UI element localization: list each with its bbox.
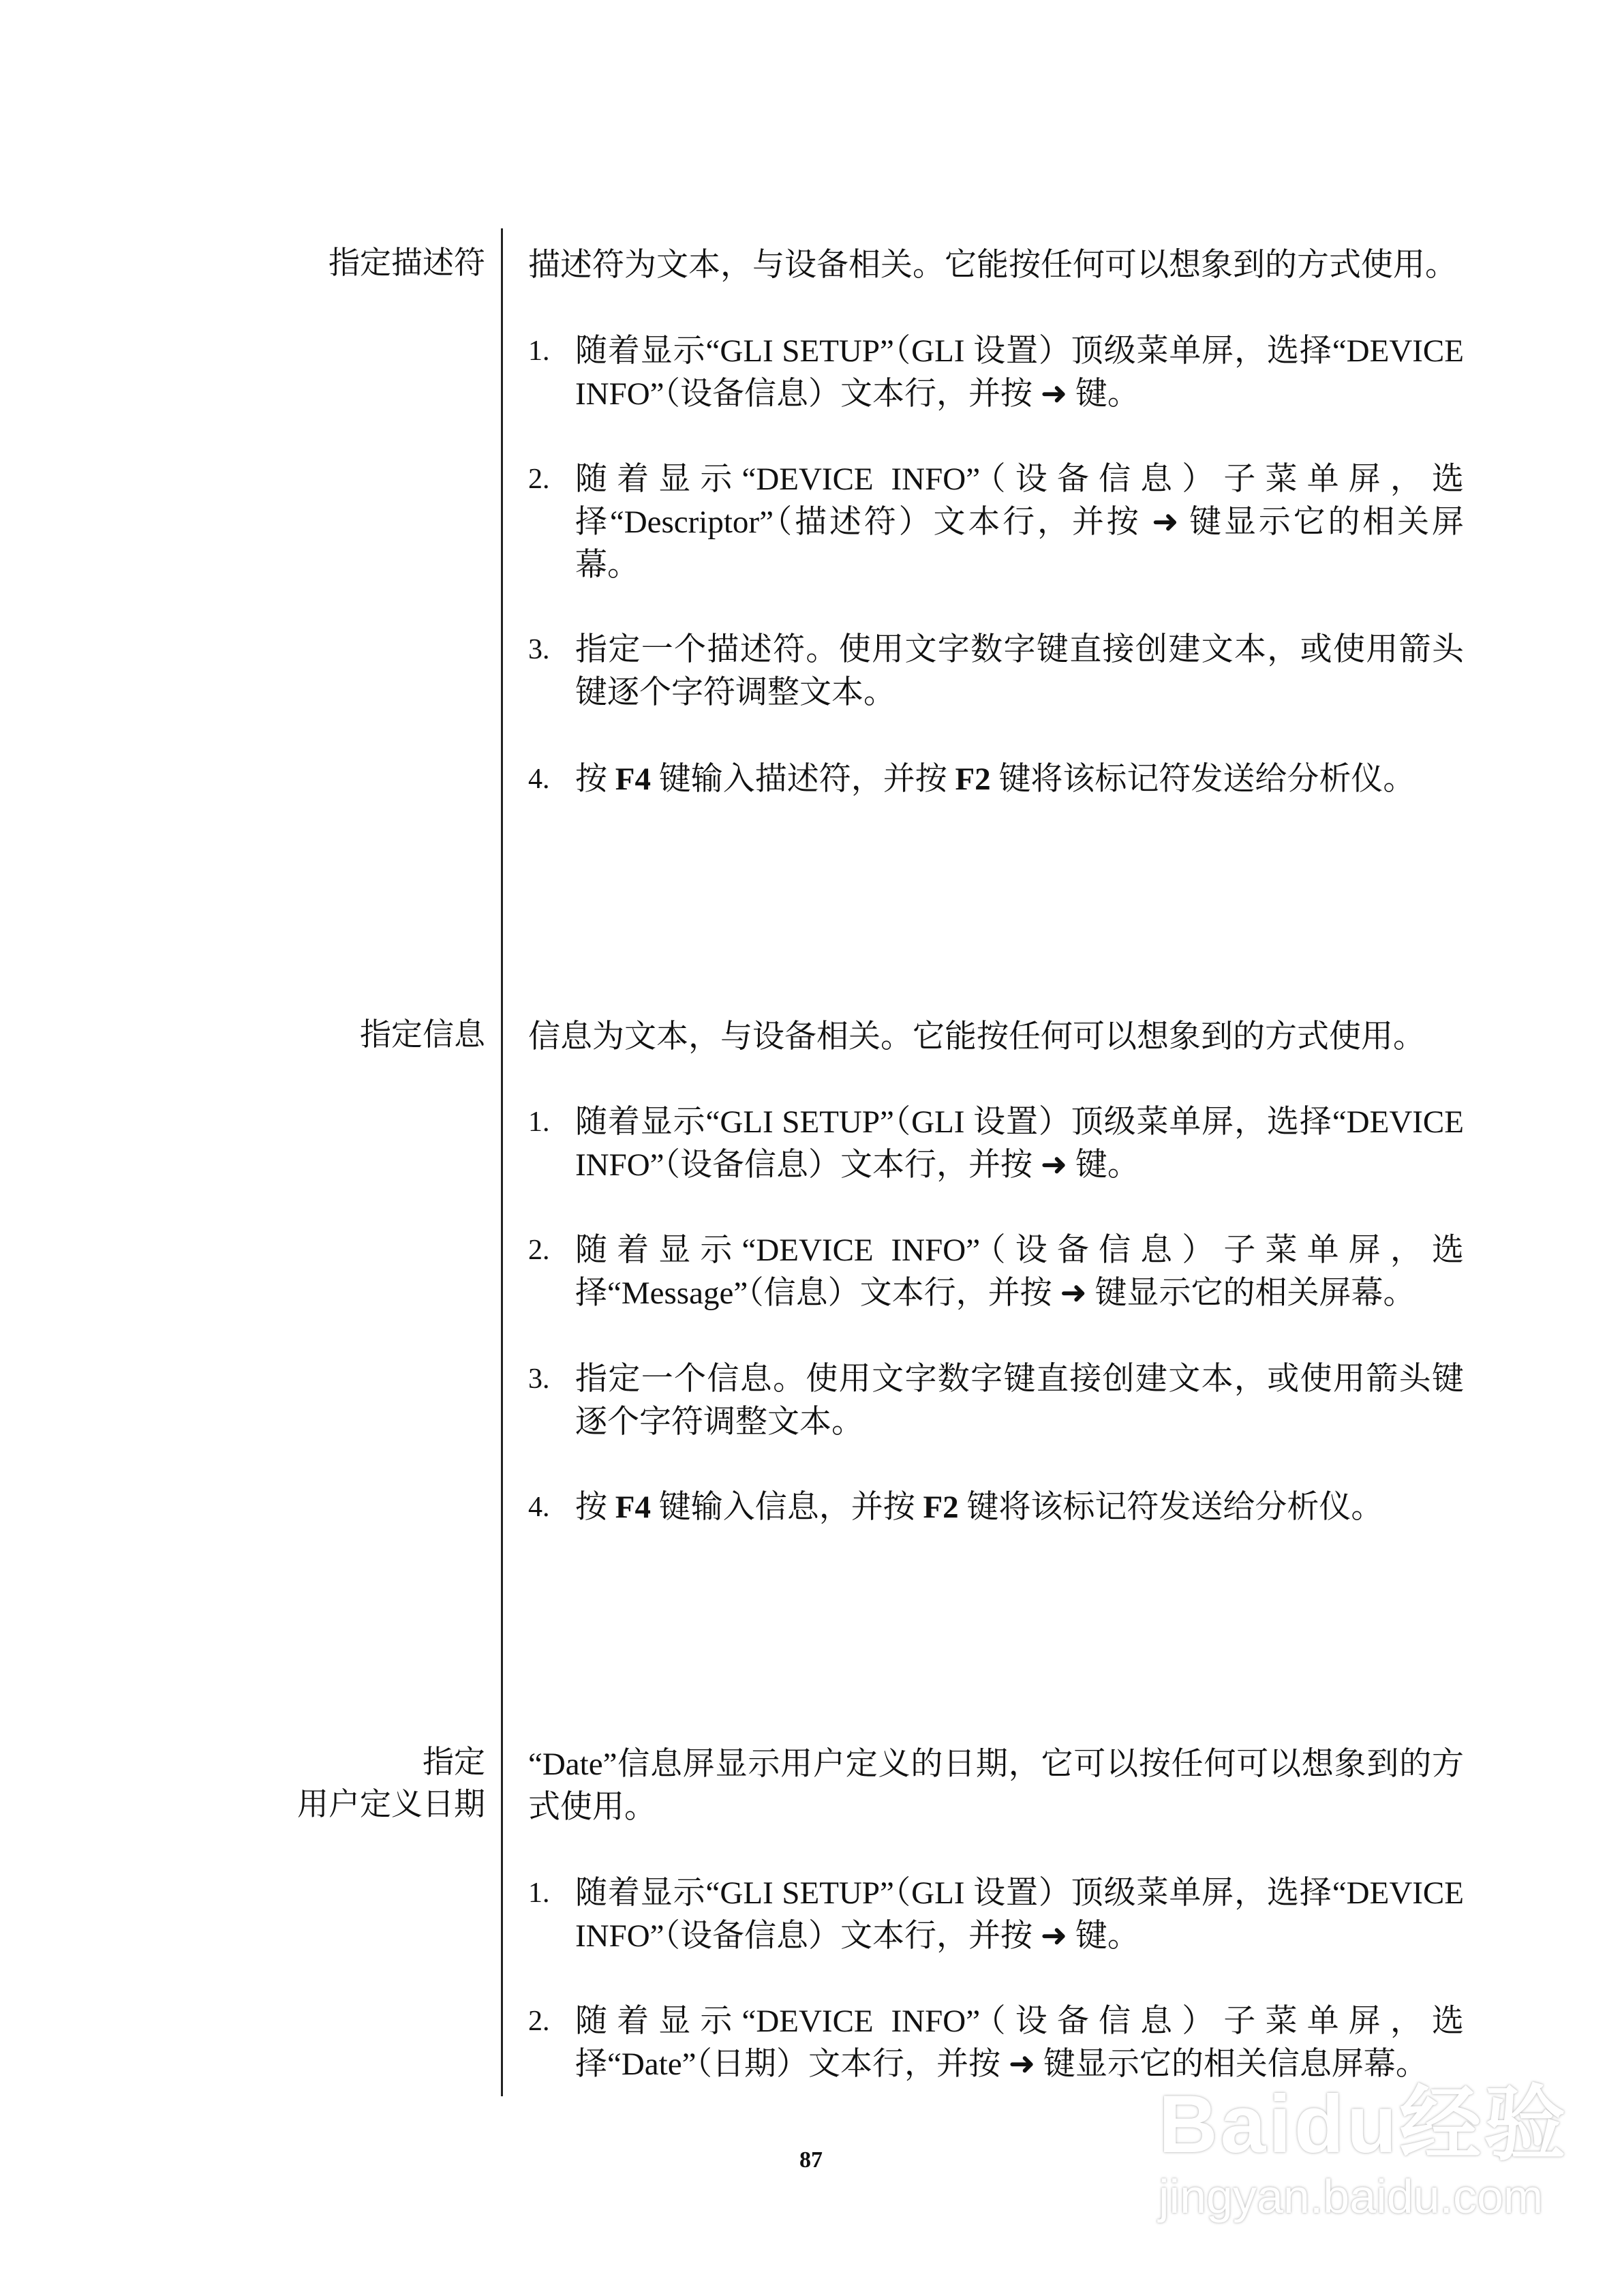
section-intro: “Date”信息屏显示用户定义的日期，它可以按任何可以想象到的方式使用。 xyxy=(528,1747,1464,1825)
text-run: 键输入信息，并按 xyxy=(650,1490,923,1525)
list-item xyxy=(528,1872,1464,1958)
section-intro: 描述符为文本，与设备相关。它能按任何可以想象到的方式使用。 xyxy=(528,247,1457,283)
section-heading-date xyxy=(144,1741,485,1826)
text-run: 按 xyxy=(575,761,615,797)
item-number: 1. xyxy=(528,1877,550,1909)
item-number: 1. xyxy=(528,335,550,367)
list-item xyxy=(528,629,1464,714)
watermark-logo: Baidu经验 xyxy=(1159,2079,1569,2170)
list-item xyxy=(528,1229,1464,1315)
item-number: 1. xyxy=(528,1106,550,1138)
list-item xyxy=(528,330,1464,416)
text-run: 按 xyxy=(575,1490,615,1525)
key-label: F2 xyxy=(923,1490,959,1525)
key-label: F2 xyxy=(955,761,991,797)
section-heading-descriptor: 指定描述符 xyxy=(328,245,485,280)
item-number: 2. xyxy=(528,1235,550,1266)
key-label: F4 xyxy=(615,761,651,797)
item-text: 指定一个信息。使用文字数字键直接创建文本，或使用箭头键逐个字符调整文本。 xyxy=(575,1361,1464,1440)
vertical-divider xyxy=(501,228,503,2096)
item-number: 4. xyxy=(528,1492,550,1523)
item-text: 随着显示“DEVICE INFO”（设备信息）子菜单屏，选择“Message”（信息）文本行，并按 ➜ 键显示它的相关屏幕。 xyxy=(575,1233,1464,1311)
heading-line: 用户定义日期 xyxy=(297,1787,485,1822)
item-text: 随着显示“DEVICE INFO”（设备信息）子菜单屏，选择“Descriptor”（描述符）文本行，并按 ➜ 键显示它的相关屏幕。 xyxy=(575,462,1464,583)
text-run: 键将该标记符发送给分析仪。 xyxy=(990,761,1416,797)
text-run: 键将该标记符发送给分析仪。 xyxy=(958,1490,1383,1525)
key-label: F4 xyxy=(615,1490,651,1525)
item-number: 3. xyxy=(528,634,550,665)
item-text xyxy=(575,1486,1464,1529)
list-item xyxy=(528,1358,1464,1444)
list-item xyxy=(528,758,1464,801)
text-run: 键输入描述符，并按 xyxy=(650,761,955,797)
list-item xyxy=(528,458,1464,587)
list-item xyxy=(528,1486,1464,1529)
page-number: 87 xyxy=(799,2147,823,2173)
item-number: 4. xyxy=(528,764,550,795)
watermark-url: jingyan.baidu.com xyxy=(1159,2170,1544,2223)
item-number: 2. xyxy=(528,464,550,495)
item-text: 随着显示“DEVICE INFO”（设备信息）子菜单屏，选择“Date”（日期）文本行，并按 ➜ 键显示它的相关信息屏幕。 xyxy=(575,2004,1464,2082)
item-number: 3. xyxy=(528,1363,550,1395)
item-text: 指定一个描述符。使用文字数字键直接创建文本，或使用箭头键逐个字符调整文本。 xyxy=(575,632,1464,710)
item-text xyxy=(575,758,1464,801)
item-text: 随着显示“GLI SETUP”（GLI 设置）顶级菜单屏，选择“DEVICE INFO”（设备信息）文本行，并按 ➜ 键。 xyxy=(575,1104,1464,1183)
list-item xyxy=(528,1101,1464,1187)
section-heading-message: 指定信息 xyxy=(360,1017,485,1052)
item-text: 随着显示“GLI SETUP”（GLI 设置）顶级菜单屏，选择“DEVICE INFO”（设备信息）文本行，并按 ➜ 键。 xyxy=(575,1875,1464,1954)
item-text: 随着显示“GLI SETUP”（GLI 设置）顶级菜单屏，选择“DEVICE INFO”（设备信息）文本行，并按 ➜ 键。 xyxy=(575,333,1464,412)
section-intro: 信息为文本，与设备相关。它能按任何可以想象到的方式使用。 xyxy=(528,1019,1425,1055)
item-number: 2. xyxy=(528,2006,550,2037)
baidu-watermark xyxy=(1159,2059,1568,2224)
heading-line: 指定 xyxy=(423,1744,485,1779)
